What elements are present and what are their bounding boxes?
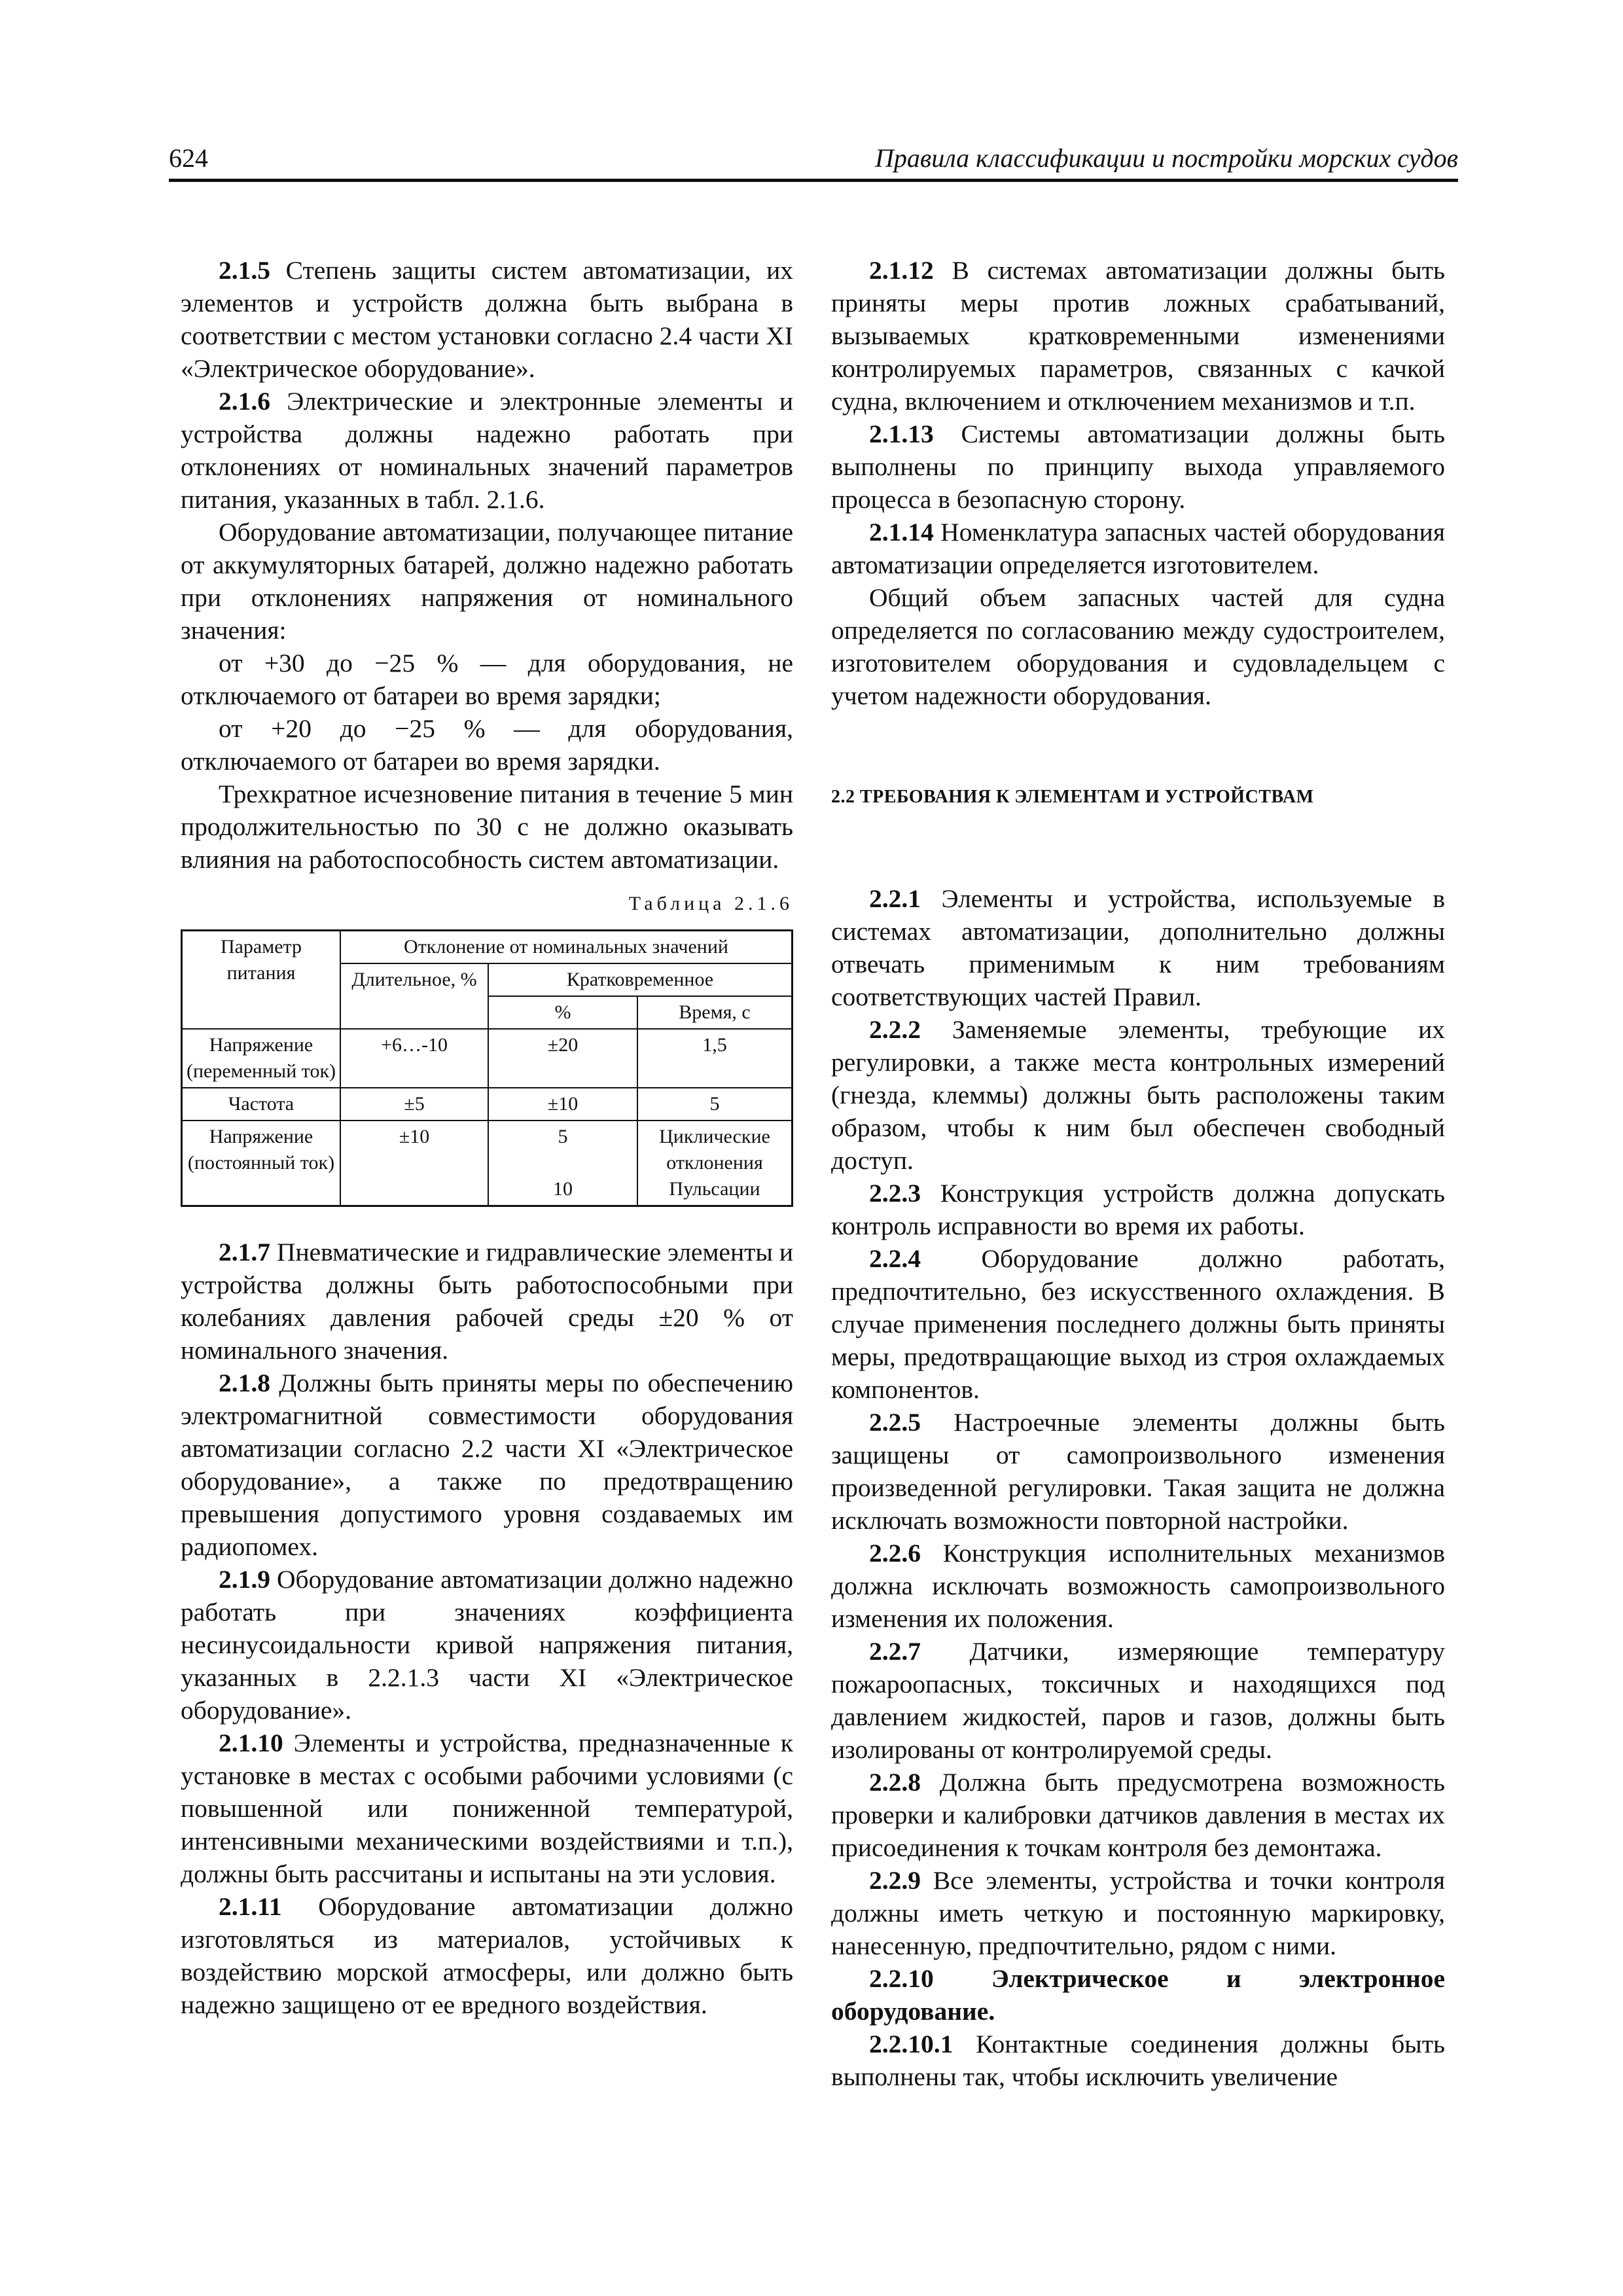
clause-number: 2.1.8	[219, 1369, 270, 1397]
paragraph-text: Оборудование автоматизации должно надежно работать при значениях коэффициента несинусоидальности кривой напряжения питания, указанных в 2.2.1.3 части XI «Электрическое оборудование».	[181, 1565, 793, 1725]
paragraph-text: Контактные соединения должны быть выполнены так, чтобы исключить увеличение	[831, 2030, 1445, 2091]
paragraph-2-2-7	[831, 1635, 1445, 1766]
paragraph-2-1-12	[831, 254, 1445, 418]
paragraph-2-2-10-1	[831, 2028, 1445, 2093]
header-param: Параметр питания	[182, 931, 341, 1030]
header-rule	[169, 179, 1458, 182]
paragraph-text: В системах автоматизации должны быть приняты меры против ложных срабатываний, вызываемых кратковременными изменениями контролируемых параметров, связанных с качкой судна, включением и отключением механизмов и т.п.	[831, 256, 1445, 416]
clause-number: 2.1.14	[869, 518, 934, 547]
clause-number: 2.1.5	[219, 256, 270, 285]
paragraph-text: Системы автоматизации должны быть выполнены по принципу выхода управляемого процесса в безопасную сторону.	[831, 420, 1445, 514]
page-header	[169, 143, 1458, 182]
paragraph-2-2-9	[831, 1864, 1445, 1962]
clause-number: 2.1.6	[219, 387, 270, 416]
paragraph-2-2-4	[831, 1242, 1445, 1406]
cell-param-freq: Частота	[182, 1088, 341, 1121]
cell-pct-ac: ±20	[488, 1029, 637, 1088]
header-deviation: Отклонение от номинальных значений	[340, 931, 793, 964]
subsection-heading-2-2-10: 2.2.10 Электрическое и электронное оборудование.	[831, 1964, 1445, 2026]
cell-long-freq: ±5	[340, 1088, 488, 1121]
cell-param-dc: Напряжение (постоянный ток)	[182, 1121, 341, 1206]
header-long: Длительное, %	[340, 963, 488, 1029]
paragraph-2-1-7	[181, 1236, 793, 1367]
cell-long-dc: ±10	[340, 1121, 488, 1206]
paragraph-text: Оборудование автоматизации должно изготовляться из материалов, устойчивых к воздействию морской атмосферы, или должно быть надежно защищено от ее вредного воздействия.	[181, 1892, 793, 2019]
paragraph-2-2-1	[831, 882, 1445, 1013]
clause-number: 2.2.10.1	[869, 2030, 954, 2058]
paragraph-power-loss: Трехкратное исчезновение питания в течение 5 мин продолжительностью по 30 с не должно оказывать влияния на работоспособность систем автоматизации.	[181, 780, 793, 874]
clause-number: 2.2.7	[869, 1637, 921, 1666]
cell-time-freq: 5	[637, 1088, 793, 1121]
clause-number: 2.2.3	[869, 1179, 921, 1208]
paragraph-2-1-5	[181, 254, 793, 385]
paragraph-range-charging: от +30 до −25 % — для оборудования, не отключаемого от батареи во время зарядки;	[181, 649, 793, 710]
paragraph-2-2-5	[831, 1406, 1445, 1537]
paragraph-range-disconnected: от +20 до −25 % — для оборудования, отключаемого от батареи во время зарядки.	[181, 714, 793, 776]
clause-number: 2.1.11	[219, 1892, 282, 1921]
paragraph-2-1-9	[181, 1563, 793, 1727]
right-column	[831, 254, 1445, 2093]
table-2-1-6	[181, 929, 793, 1207]
paragraph-text: Номенклатура запасных частей оборудования автоматизации определяется изготовителем.	[831, 518, 1445, 579]
cell-param-ac: Напряжение (переменный ток)	[182, 1029, 341, 1088]
clause-number: 2.2.8	[869, 1768, 921, 1797]
cell-pct-dc: 5 10	[488, 1121, 637, 1206]
paragraph-text: Все элементы, устройства и точки контроля должны иметь четкую и постоянную маркировку, нанесенную, предпочтительно, рядом с ними.	[831, 1866, 1445, 1960]
section-heading: 2.2 ТРЕБОВАНИЯ К ЭЛЕМЕНТАМ И УСТРОЙСТВАМ	[831, 787, 1314, 807]
clause-number: 2.1.10	[219, 1729, 283, 1757]
header-short: Кратковременное	[488, 963, 793, 996]
paragraph-2-1-13	[831, 418, 1445, 516]
clause-number: 2.1.13	[869, 420, 934, 448]
paragraph-text: Пневматические и гидравлические элементы и устройства должны быть работоспособными при колебаниях давления рабочей среды ±20 % от номинального значения.	[181, 1238, 793, 1365]
paragraph-2-2-3	[831, 1177, 1445, 1242]
paragraph-battery-equipment: Оборудование автоматизации, получающее питание от аккумуляторных батарей, должно надежно работать при отклонениях напряжения от номинального значения:	[181, 518, 793, 645]
paragraph-text: Степень защиты систем автоматизации, их элементов и устройств должна быть выбрана в соответствии с местом установки согласно 2.4 части XI «Электрическое оборудование».	[181, 256, 793, 383]
cell-time-ac: 1,5	[637, 1029, 793, 1088]
paragraph-text: Заменяемые элементы, требующие их регулировки, а также места контрольных измерений (гнезда, клеммы) должны быть расположены таким образом, чтобы к ним был обеспечен свободный доступ.	[831, 1015, 1445, 1175]
clause-number: 2.2.1	[869, 884, 921, 913]
page-number: 624	[169, 143, 208, 173]
clause-number: 2.1.7	[219, 1238, 270, 1266]
paragraph-2-2-2	[831, 1013, 1445, 1177]
paragraph-2-2-6	[831, 1537, 1445, 1635]
paragraph-text: Конструкция исполнительных механизмов должна исключать возможность самопроизвольного изменения их положения.	[831, 1539, 1445, 1633]
running-title: Правила классификации и постройки морских судов	[874, 143, 1458, 173]
paragraph-2-1-11	[181, 1890, 793, 2021]
paragraph-text: Оборудование должно работать, предпочтительно, без искусственного охлаждения. В случае применения последнего должны быть приняты меры, предотвращающие выход из строя охлаждаемых компонентов.	[831, 1244, 1445, 1404]
cell-long-ac: +6…-10	[340, 1029, 488, 1088]
paragraph-2-1-14	[831, 516, 1445, 581]
paragraph-2-2-8	[831, 1766, 1445, 1864]
paragraph-text: Должна быть предусмотрена возможность проверки и калибровки датчиков давления в местах их присоединения к точкам контроля без демонтажа.	[831, 1768, 1445, 1862]
paragraph-spare-parts: Общий объем запасных частей для судна определяется по согласованию между судостроителем, изготовителем оборудования и судовладельцем с учетом надежности оборудования.	[831, 583, 1445, 710]
table-caption: Таблица 2.1.6	[628, 893, 793, 914]
clause-number: 2.2.9	[869, 1866, 921, 1895]
paragraph-text: Элементы и устройства, используемые в системах автоматизации, дополнительно должны отвечать применимым к ним требованиям соответствующих частей Правил.	[831, 884, 1445, 1011]
clause-number: 2.2.6	[869, 1539, 921, 1568]
cell-time-dc: Циклические отклонения Пульсации	[637, 1121, 793, 1206]
clause-number: 2.1.12	[869, 256, 934, 285]
paragraph-text: Должны быть приняты меры по обеспечению электромагнитной совместимости оборудования автоматизации согласно 2.2 части XI «Электрическое оборудование», а также по предотвращению превышения допустимого уровня создаваемых им радиопомех.	[181, 1369, 793, 1561]
paragraph-text: Элементы и устройства, предназначенные к установке в местах с особыми рабочими условиями (с повышенной или пониженной температурой, интенсивными механическими воздействиями и т.п.), должны быть рассчитаны и испытаны на эти условия.	[181, 1729, 793, 1888]
header-time: Время, с	[637, 996, 793, 1029]
paragraph-text: Настроечные элементы должны быть защищены от самопроизвольного изменения произведенной регулировки. Такая защита не должна исключать возможности повторной настройки.	[831, 1408, 1445, 1535]
header-pct: %	[488, 996, 637, 1029]
left-column	[181, 254, 793, 2021]
paragraph-text: Электрические и электронные элементы и устройства должны надежно работать при отклонениях от номинальных значений параметров питания, указанных в табл. 2.1.6.	[181, 387, 793, 514]
clause-number: 2.2.4	[869, 1244, 921, 1273]
clause-number: 2.2.2	[869, 1015, 921, 1044]
paragraph-2-1-8	[181, 1367, 793, 1563]
clause-number: 2.1.9	[219, 1565, 270, 1594]
paragraph-text: Конструкция устройств должна допускать контроль исправности во время их работы.	[831, 1179, 1445, 1240]
paragraph-text: Датчики, измеряющие температуру пожароопасных, токсичных и находящихся под давлением жидкостей, паров и газов, должны быть изолированы от контролируемой среды.	[831, 1637, 1445, 1764]
paragraph-2-1-10	[181, 1727, 793, 1890]
paragraph-2-1-6	[181, 385, 793, 516]
cell-pct-freq: ±10	[488, 1088, 637, 1121]
clause-number: 2.2.5	[869, 1408, 921, 1437]
